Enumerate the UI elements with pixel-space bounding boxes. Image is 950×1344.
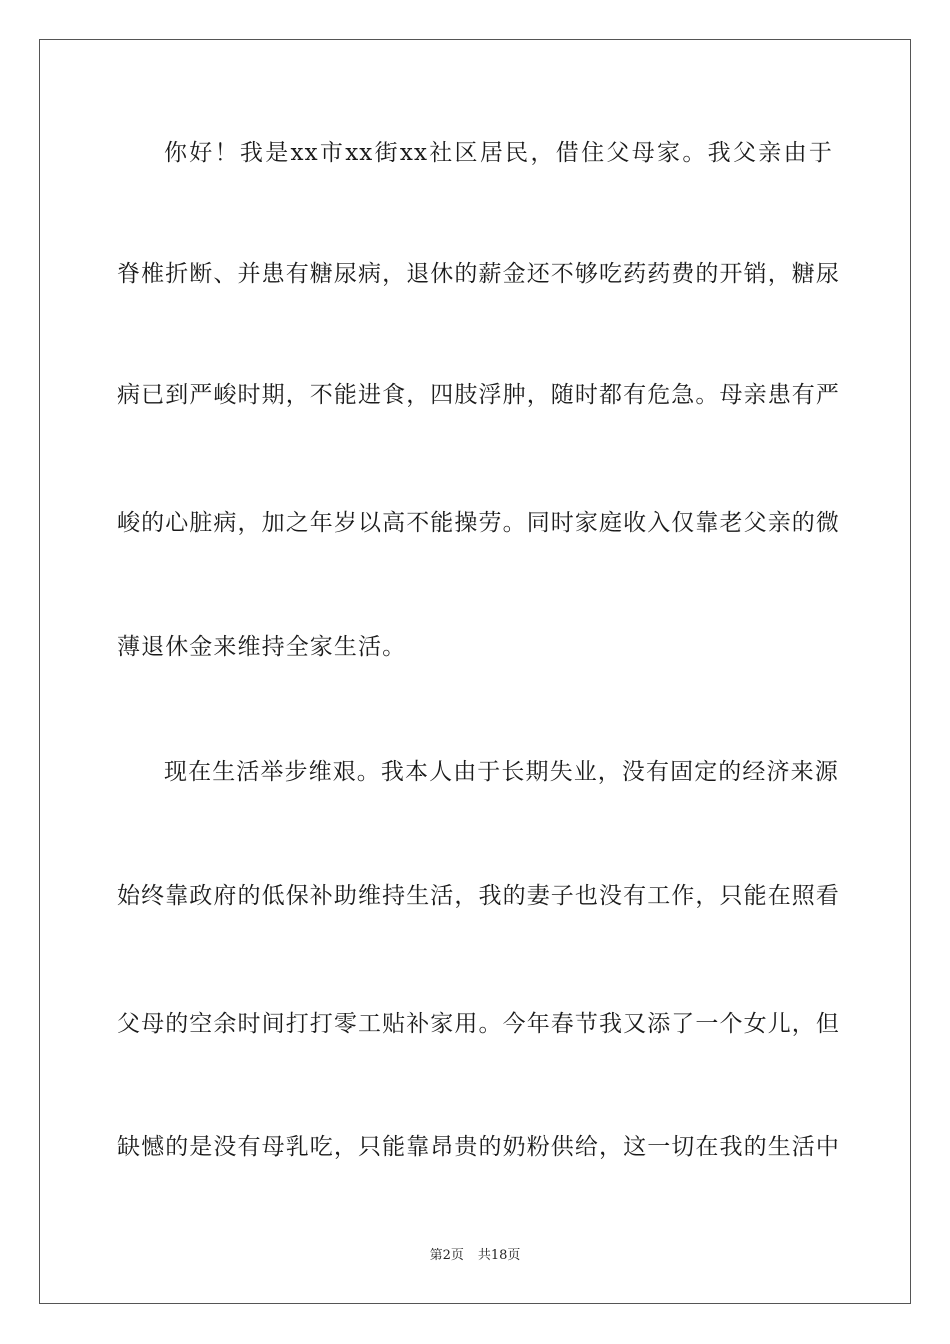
paragraph-1-line-2: 脊椎折断、并患有糖尿病，退休的薪金还不够吃药药费的开销，糖尿 — [117, 261, 840, 287]
paragraph-2-line-1: 现在生活举步维艰。我本人由于长期失业，没有固定的经济来源 — [164, 759, 839, 785]
page-number: 第2页 — [429, 1248, 464, 1263]
paragraph-1-line-1: 你好！我是xx市xx街xx社区居民，借住父母家。我父亲由于 — [164, 140, 833, 166]
page-footer — [0, 1248, 950, 1264]
paragraph-1-line-4: 峻的心脏病，加之年岁以高不能操劳。同时家庭收入仅靠老父亲的微 — [117, 510, 840, 536]
page-border — [39, 39, 911, 1304]
page-total: 共18页 — [477, 1248, 521, 1263]
paragraph-2-line-2: 始终靠政府的低保补助维持生活，我的妻子也没有工作，只能在照看 — [117, 883, 840, 909]
paragraph-1-line-3: 病已到严峻时期，不能进食，四肢浮肿，随时都有危急。母亲患有严 — [117, 382, 840, 408]
paragraph-1-line-5: 薄退休金来维持全家生活。 — [117, 634, 407, 660]
paragraph-2-line-4: 缺憾的是没有母乳吃，只能靠昂贵的奶粉供给，这一切在我的生活中 — [117, 1134, 840, 1160]
paragraph-2-line-3: 父母的空余时间打打零工贴补家用。今年春节我又添了一个女儿，但 — [117, 1011, 840, 1037]
